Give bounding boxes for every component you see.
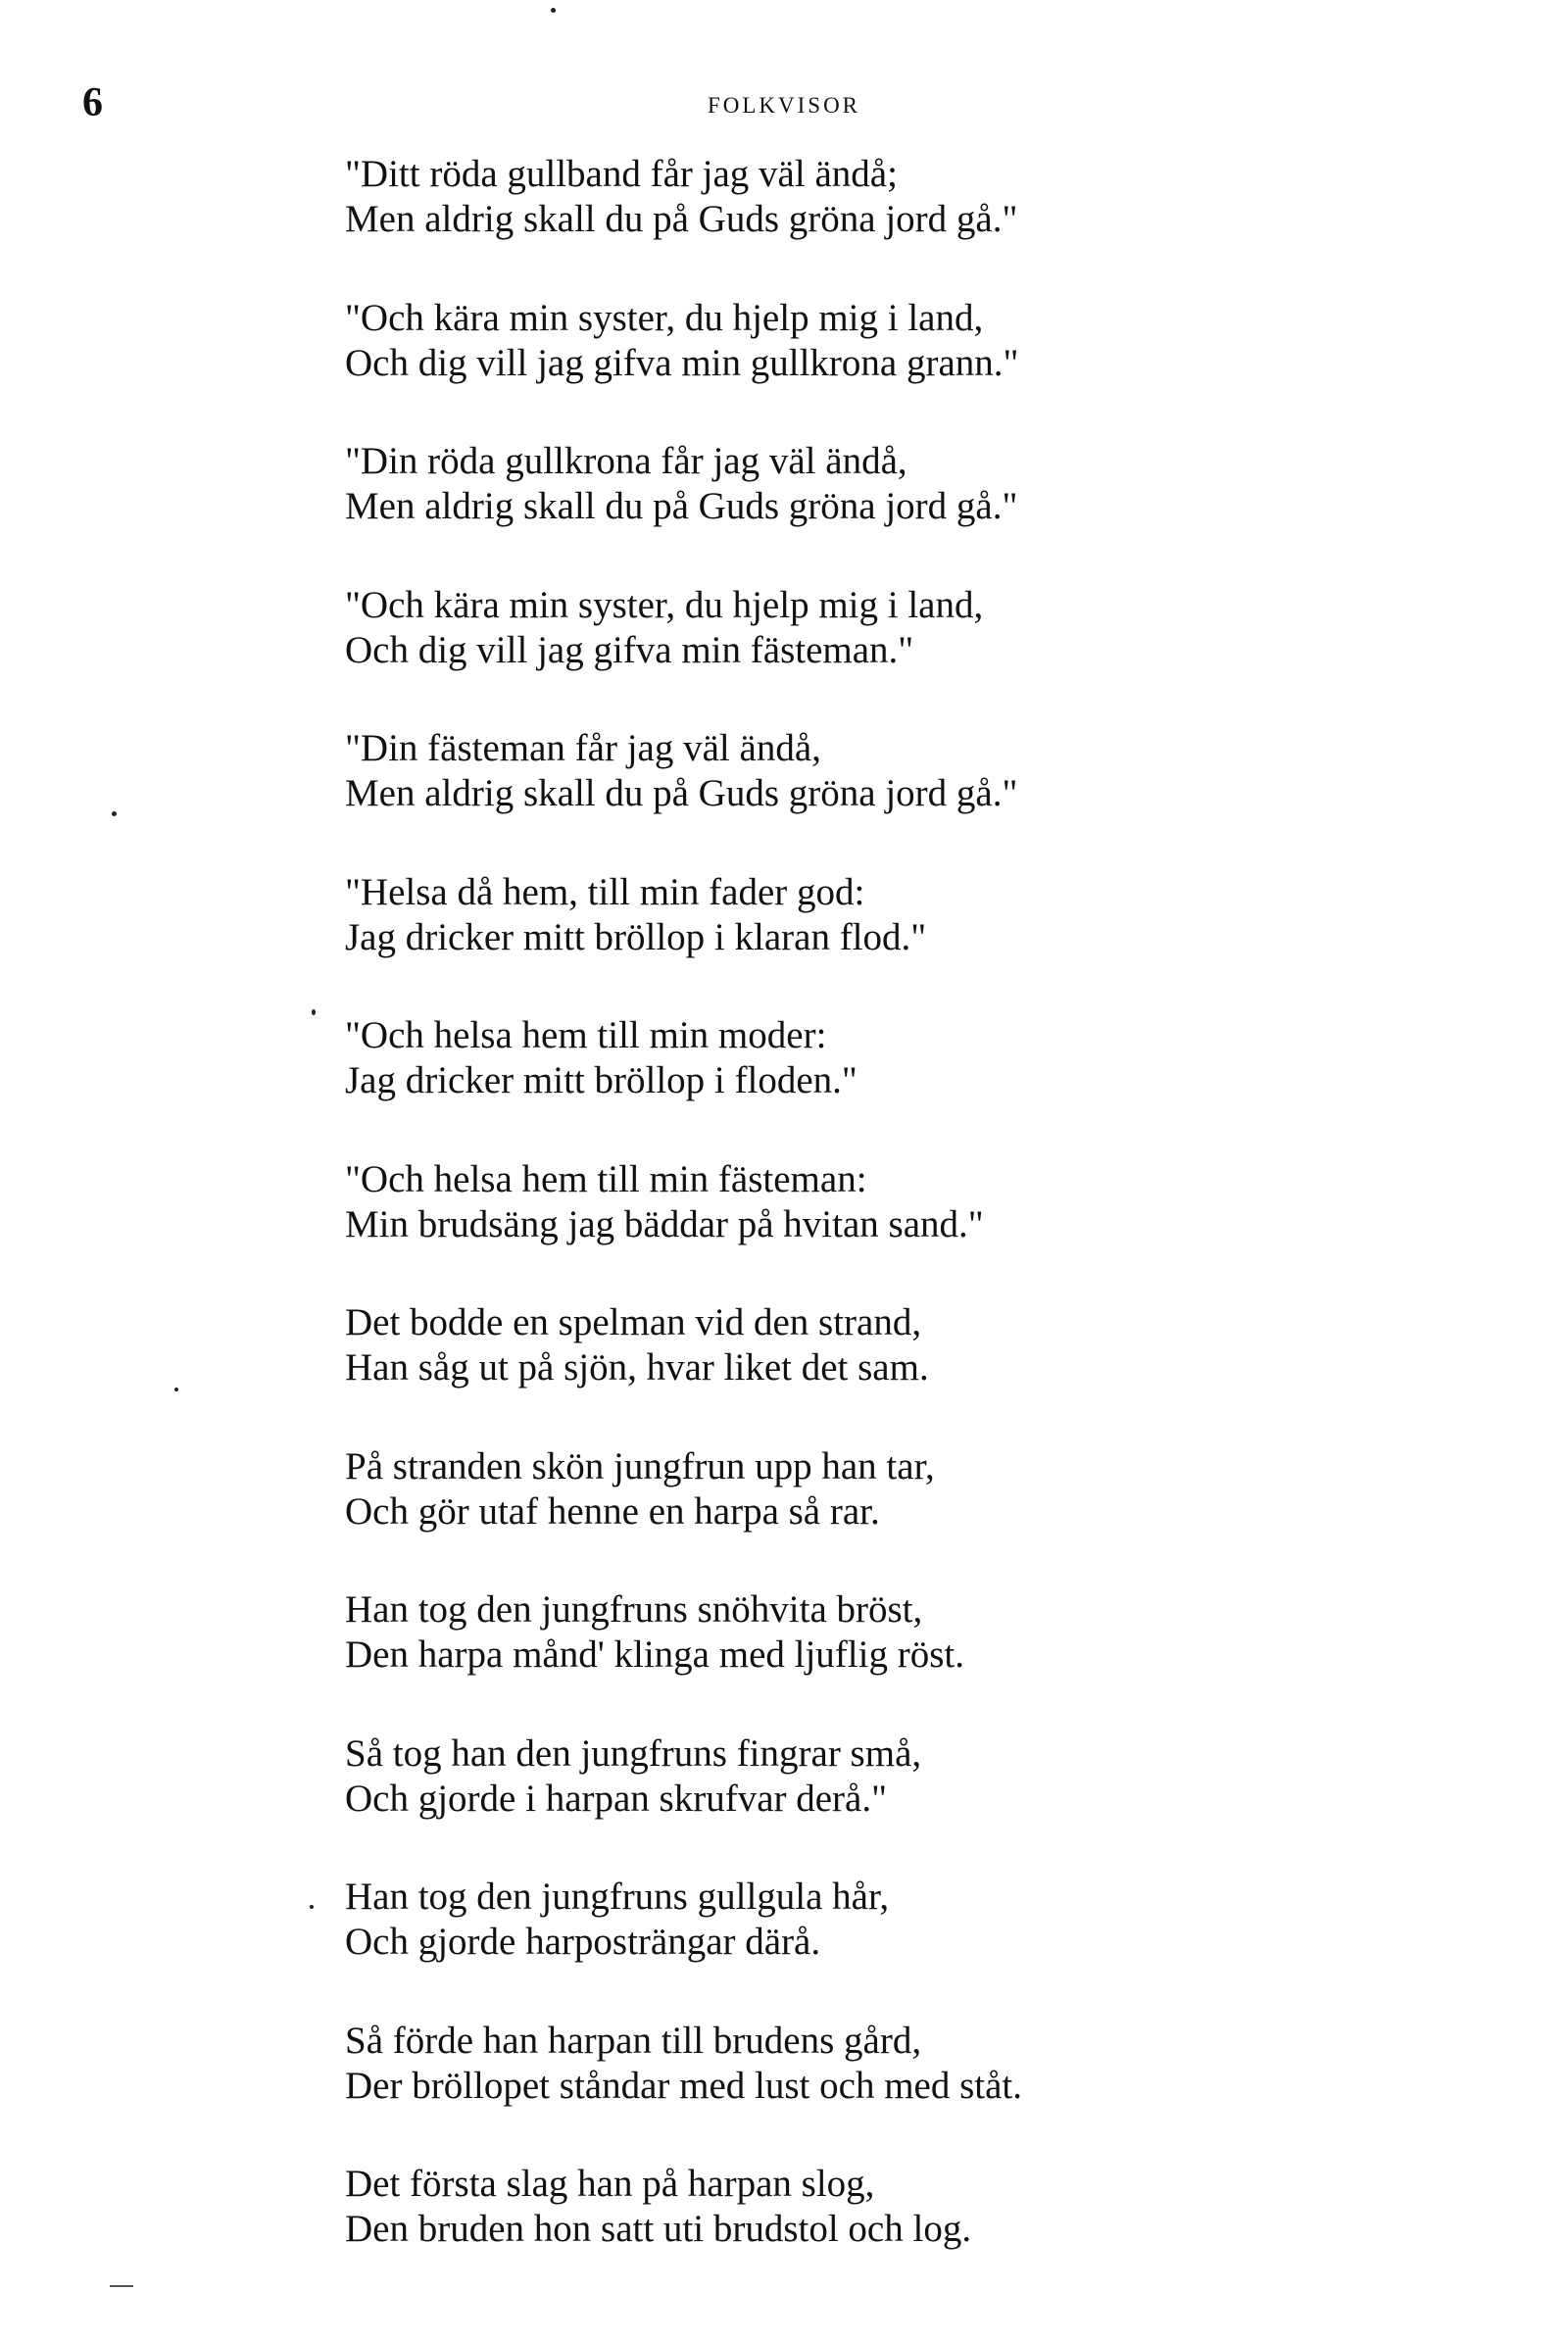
verse-line: Han tog den jungfruns snöhvita bröst, (345, 1588, 923, 1631)
scan-speck (174, 1388, 178, 1391)
verse-line: "Och helsa hem till min fästeman: (345, 1157, 867, 1200)
verse-line: Och dig vill jag gifva min gullkrona grann." (345, 341, 1019, 384)
verse-line: "Och helsa hem till min moder: (345, 1014, 827, 1056)
verse-line: "Din röda gullkrona får jag väl ändå, (345, 440, 907, 482)
scan-speck (312, 1009, 316, 1015)
verse-line: Men aldrig skall du på Guds gröna jord gå." (345, 198, 1018, 240)
stanza (345, 152, 1472, 296)
scan-mark (110, 2285, 133, 2287)
scan-speck (112, 811, 117, 816)
verse-line: Han såg ut på sjön, hvar liket det sam. (345, 1346, 929, 1389)
verse-line: Så förde han harpan till brudens gård, (345, 2019, 922, 2062)
scan-speck (310, 1905, 314, 1909)
stanza (345, 296, 1472, 440)
stanza (345, 1300, 1472, 1444)
verse-line: På stranden skön jungfrun upp han tar, (345, 1444, 935, 1487)
verse-line: Den bruden hon satt uti brudstol och log. (345, 2208, 972, 2250)
verse-line: Der bröllopet ståndar med lust och med ståt. (345, 2064, 1022, 2107)
verse-line: Min brudsäng jag bäddar på hvitan sand." (345, 1202, 984, 1245)
stanza (345, 1444, 1472, 1588)
verse-line: Han tog den jungfruns gullgula hår, (345, 1876, 890, 1918)
verse-line: "Din fästeman får jag väl ändå, (345, 727, 821, 769)
verse-line: Och dig vill jag gifva min fästeman." (345, 628, 914, 671)
verse-line: Det bodde en spelman vid den strand, (345, 1301, 922, 1343)
stanza (345, 1875, 1472, 2019)
stanza (345, 2019, 1472, 2163)
verse-line: Och gjorde i harpan skrufvar derå." (345, 1777, 888, 1820)
verse-line: Och gör utaf henne en harpa så rar. (345, 1489, 880, 1533)
verse-line: "Ditt röda gullband får jag väl ändå; (345, 153, 898, 195)
verse-line: Jag dricker mitt bröllop i floden." (345, 1059, 858, 1101)
stanza (345, 1013, 1472, 1157)
verse-line: Men aldrig skall du på Guds gröna jord gå." (345, 485, 1018, 527)
verse-line: Jag dricker mitt bröllop i klaran flod." (345, 915, 927, 958)
page-number: 6 (82, 80, 103, 125)
running-head: FOLKVISOR (707, 93, 861, 118)
verse-line: Och gjorde harposträngar därå. (345, 1921, 821, 1963)
stanza (345, 1157, 1472, 1301)
verse-line: Den harpa månd' klinga med ljuflig röst. (345, 1633, 964, 1676)
stanza (345, 583, 1472, 727)
verse-line: Det första slag han på harpan slog, (345, 2163, 875, 2205)
verse-line: "Och kära min syster, du hjelp mig i land, (345, 296, 984, 339)
stanza (345, 1587, 1472, 1731)
verse-line: "Helsa då hem, till min fader god: (345, 870, 865, 913)
verse-line: Så tog han den jungfruns fingrar små, (345, 1731, 922, 1775)
stanza (345, 1731, 1472, 1876)
verse-line: Men aldrig skall du på Guds gröna jord gå." (345, 772, 1018, 814)
stanza (345, 2162, 1472, 2306)
poem-text (345, 152, 1472, 2306)
stanza (345, 726, 1472, 870)
verse-line: "Och kära min syster, du hjelp mig i land, (345, 583, 984, 626)
stanza (345, 870, 1472, 1014)
stanza (345, 439, 1472, 583)
scan-speck (551, 8, 556, 13)
